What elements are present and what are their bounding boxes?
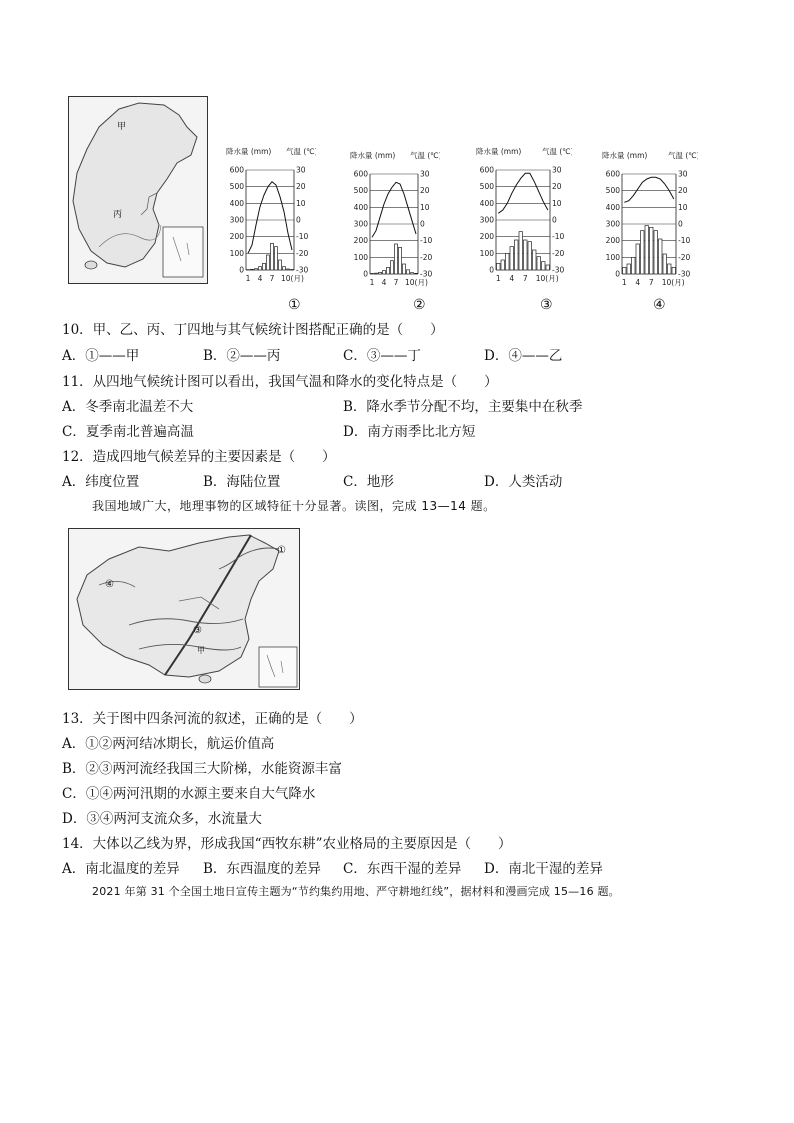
q11-option-b: B．降水季节分配不均，主要集中在秋季 — [343, 399, 583, 415]
precip-tick-label: 600 — [229, 165, 244, 175]
q14-option-d: D．南北干湿的差异 — [484, 861, 603, 877]
temp-tick-label: 0 — [678, 219, 683, 229]
precip-bar — [668, 264, 672, 274]
temp-axis-title: 气温 (℃) — [410, 151, 440, 160]
chart-label-1: ① — [288, 297, 301, 313]
precip-axis-title: 降水量 (mm) — [476, 147, 522, 156]
map2-label-jia: 甲 — [197, 646, 205, 655]
precip-bar — [546, 265, 550, 270]
precip-tick-label: 100 — [479, 248, 494, 258]
temp-tick-label: 0 — [420, 219, 425, 229]
climate-chart-2 — [350, 148, 440, 298]
precip-bar — [291, 270, 294, 271]
precip-bar — [371, 274, 374, 275]
precip-tick-label: 500 — [479, 182, 494, 192]
month-tick-label: 7 — [269, 274, 275, 283]
climate-chart-4 — [602, 148, 698, 298]
q10-option-a: A．①——甲 — [62, 348, 140, 364]
precip-bar — [524, 240, 528, 270]
month-tick-label: 7 — [648, 278, 654, 287]
precip-bar — [645, 226, 649, 274]
q11-option-d: D．南方雨季比北方短 — [343, 424, 476, 440]
precip-tick-label: 200 — [605, 236, 620, 246]
precip-bar — [251, 269, 254, 270]
precip-bar — [528, 242, 532, 270]
precip-tick-label: 600 — [479, 165, 494, 175]
precip-bar — [415, 273, 418, 274]
q14-option-b: B．东西温度的差异 — [203, 861, 321, 877]
precip-tick-label: 100 — [605, 252, 620, 262]
precip-tick-label: 300 — [229, 215, 244, 225]
precip-bar — [654, 231, 658, 274]
precip-bar — [537, 257, 541, 270]
chart-label-4: ④ — [653, 297, 666, 313]
precip-tick-label: 500 — [605, 186, 620, 196]
month-tick-label: 4 — [257, 274, 263, 283]
chart-label-2: ② — [413, 297, 426, 313]
temp-tick-label: 10 — [552, 198, 562, 208]
precip-tick-label: 0 — [489, 265, 494, 275]
precip-tick-label: 300 — [479, 215, 494, 225]
precip-bar — [542, 262, 546, 270]
precip-bar — [271, 243, 274, 270]
precip-tick-label: 500 — [229, 182, 244, 192]
chart-svg-4 — [602, 148, 698, 298]
temp-tick-label: 30 — [420, 169, 430, 179]
intro-13-14: 我国地域广大，地理事物的区域特征十分显著。读图，完成 13—14 题。 — [92, 499, 496, 513]
precip-bar — [267, 255, 270, 270]
temp-tick-label: 10 — [420, 202, 430, 212]
month-tick-label: 10(月) — [535, 274, 559, 283]
q12-option-d: D．人类活动 — [484, 474, 563, 490]
temp-axis-title: 气温 (℃) — [286, 147, 316, 156]
precip-bar — [510, 247, 514, 270]
q10-option-c: C．③——丁 — [343, 348, 421, 364]
chart-label-3: ③ — [540, 297, 553, 313]
precip-bar — [375, 273, 378, 274]
precip-tick-label: 400 — [479, 198, 494, 208]
q13-option-a: A．①②两河结冰期长，航运价值高 — [62, 736, 275, 752]
temp-tick-label: 20 — [296, 182, 306, 192]
precip-bar — [383, 271, 386, 274]
temp-tick-label: 20 — [552, 182, 562, 192]
temp-axis-title: 气温 (℃) — [668, 151, 698, 160]
q13-option-b: B．②③两河流经我国三大阶梯，水能资源丰富 — [62, 761, 342, 777]
precip-bar — [533, 250, 537, 270]
precip-bar — [263, 263, 266, 270]
climate-chart-3 — [476, 144, 572, 294]
temp-axis-title: 气温 (℃) — [542, 147, 572, 156]
month-tick-label: 4 — [509, 274, 515, 283]
q13-option-c: C．①④两河汛期的水源主要来自大气降水 — [62, 786, 316, 802]
precip-bar — [659, 239, 663, 274]
q13-option-d: D．③④两河支流众多，水流量大 — [62, 811, 262, 827]
temp-tick-label: -20 — [678, 252, 691, 262]
temp-tick-label: 30 — [296, 165, 306, 175]
temp-tick-label: -30 — [296, 265, 309, 275]
precip-bar — [506, 253, 510, 270]
q10-option-b: B．②——丙 — [203, 348, 281, 364]
q12-option-b: B．海陆位置 — [203, 474, 281, 490]
precip-bar — [650, 227, 654, 274]
temp-tick-label: -30 — [420, 269, 433, 279]
precip-bar — [632, 257, 636, 274]
temp-tick-label: -20 — [420, 252, 433, 262]
temp-tick-label: 0 — [296, 215, 301, 225]
precip-bar — [501, 260, 505, 270]
precip-bar — [283, 267, 286, 270]
precip-bar — [411, 273, 414, 274]
precip-bar — [275, 247, 278, 270]
precip-bar — [519, 232, 523, 270]
precip-axis-title: 降水量 (mm) — [226, 147, 272, 156]
temp-tick-label: -10 — [552, 232, 565, 242]
month-tick-label: 10(月) — [661, 278, 685, 287]
china-outline-2 — [69, 529, 299, 689]
chart-svg-3 — [476, 144, 572, 294]
precip-axis-title: 降水量 (mm) — [350, 151, 396, 160]
q11-option-c: C．夏季南北普遍高温 — [62, 424, 194, 440]
precip-tick-label: 0 — [239, 265, 244, 275]
temp-tick-label: -20 — [552, 248, 565, 258]
precip-bar — [395, 244, 398, 274]
temp-tick-label: -30 — [552, 265, 565, 275]
precip-bar — [379, 272, 382, 274]
chart-svg-2 — [350, 148, 440, 298]
precip-tick-label: 600 — [353, 169, 368, 179]
precip-tick-label: 300 — [605, 219, 620, 229]
temp-tick-label: -10 — [678, 236, 691, 246]
temp-tick-label: -30 — [678, 269, 691, 279]
map2-label-four: ④ — [105, 579, 114, 590]
q12-option-c: C．地形 — [343, 474, 394, 490]
map2-label-three: ③ — [193, 625, 202, 636]
map1-label-jia: 甲 — [117, 122, 127, 132]
temp-tick-label: -20 — [296, 248, 309, 258]
precip-bar — [515, 240, 519, 270]
precip-bar — [627, 264, 631, 274]
temp-tick-label: 10 — [296, 198, 306, 208]
temp-tick-label: -10 — [296, 232, 309, 242]
q10-option-d: D．④——乙 — [484, 348, 563, 364]
month-tick-label: 1 — [621, 278, 627, 287]
temperature-line — [498, 173, 548, 213]
q11-option-a: A．冬季南北温差不大 — [62, 399, 194, 415]
precip-bar — [259, 267, 262, 270]
q11-stem: 11．从四地气候统计图可以看出，我国气温和降水的变化特点是（ ） — [62, 374, 498, 390]
q14-option-c: C．东西干湿的差异 — [343, 861, 462, 877]
precip-bar — [403, 264, 406, 274]
temperature-line — [624, 177, 674, 202]
precip-tick-label: 400 — [229, 198, 244, 208]
temperature-line — [248, 182, 292, 254]
precip-bar — [391, 261, 394, 274]
month-tick-label: 4 — [635, 278, 641, 287]
q14-stem: 14．大体以乙线为界，形成我国“西牧东耕”农业格局的主要原因是（ ） — [62, 836, 512, 852]
china-outline-1 — [69, 97, 207, 283]
precip-bar — [672, 267, 676, 274]
china-map-1 — [68, 96, 208, 284]
precip-tick-label: 200 — [479, 232, 494, 242]
precip-bar — [641, 231, 645, 274]
month-tick-label: 10(月) — [281, 274, 304, 283]
precip-bar — [279, 260, 282, 270]
month-tick-label: 7 — [393, 278, 399, 287]
map1-label-bing: 丙 — [113, 210, 123, 220]
precip-tick-label: 500 — [353, 186, 368, 196]
q12-option-a: A．纬度位置 — [62, 474, 140, 490]
temp-tick-label: 0 — [552, 215, 557, 225]
precip-bar — [636, 244, 640, 274]
precip-tick-label: 400 — [605, 202, 620, 212]
climate-chart-1 — [226, 144, 316, 294]
precip-tick-label: 100 — [229, 248, 244, 258]
intro-15-16: 2021 年第 31 个全国土地日宣传主题为“节约集约用地、严守耕地红线”，据材料和漫画完成 15—16 题。 — [92, 885, 620, 898]
precip-tick-label: 600 — [605, 169, 620, 179]
temp-tick-label: 20 — [420, 186, 430, 196]
precip-tick-label: 100 — [353, 252, 368, 262]
precip-tick-label: 200 — [353, 236, 368, 246]
q10-stem: 10．甲、乙、丙、丁四地与其气候统计图搭配正确的是（ ） — [62, 322, 444, 338]
q12-stem: 12．造成四地气候差异的主要因素是（ ） — [62, 449, 336, 465]
precip-tick-label: 0 — [363, 269, 368, 279]
temp-tick-label: -10 — [420, 236, 433, 246]
month-tick-label: 1 — [245, 274, 251, 283]
month-tick-label: 4 — [381, 278, 387, 287]
map2-label-one: ① — [277, 545, 286, 556]
precip-bar — [497, 263, 501, 270]
month-tick-label: 1 — [495, 274, 501, 283]
china-map-2 — [68, 528, 300, 690]
precip-bar — [623, 267, 627, 274]
temp-tick-label: 10 — [678, 202, 688, 212]
month-tick-label: 1 — [369, 278, 375, 287]
precip-bar — [407, 270, 410, 274]
q13-stem: 13．关于图中四条河流的叙述，正确的是（ ） — [62, 711, 363, 727]
q14-option-a: A．南北温度的差异 — [62, 861, 180, 877]
precip-axis-title: 降水量 (mm) — [602, 151, 648, 160]
precip-bar — [387, 267, 390, 274]
precip-bar — [663, 254, 667, 274]
precip-bar — [287, 269, 290, 270]
temp-tick-label: 20 — [678, 186, 688, 196]
precip-bar — [255, 269, 258, 270]
temp-tick-label: 30 — [552, 165, 562, 175]
temp-tick-label: 30 — [678, 169, 688, 179]
precip-tick-label: 400 — [353, 202, 368, 212]
precip-tick-label: 0 — [615, 269, 620, 279]
precip-tick-label: 200 — [229, 232, 244, 242]
chart-svg-1 — [226, 144, 316, 294]
month-tick-label: 10(月) — [405, 278, 428, 287]
month-tick-label: 7 — [522, 274, 528, 283]
precip-tick-label: 300 — [353, 219, 368, 229]
precip-bar — [399, 247, 402, 274]
